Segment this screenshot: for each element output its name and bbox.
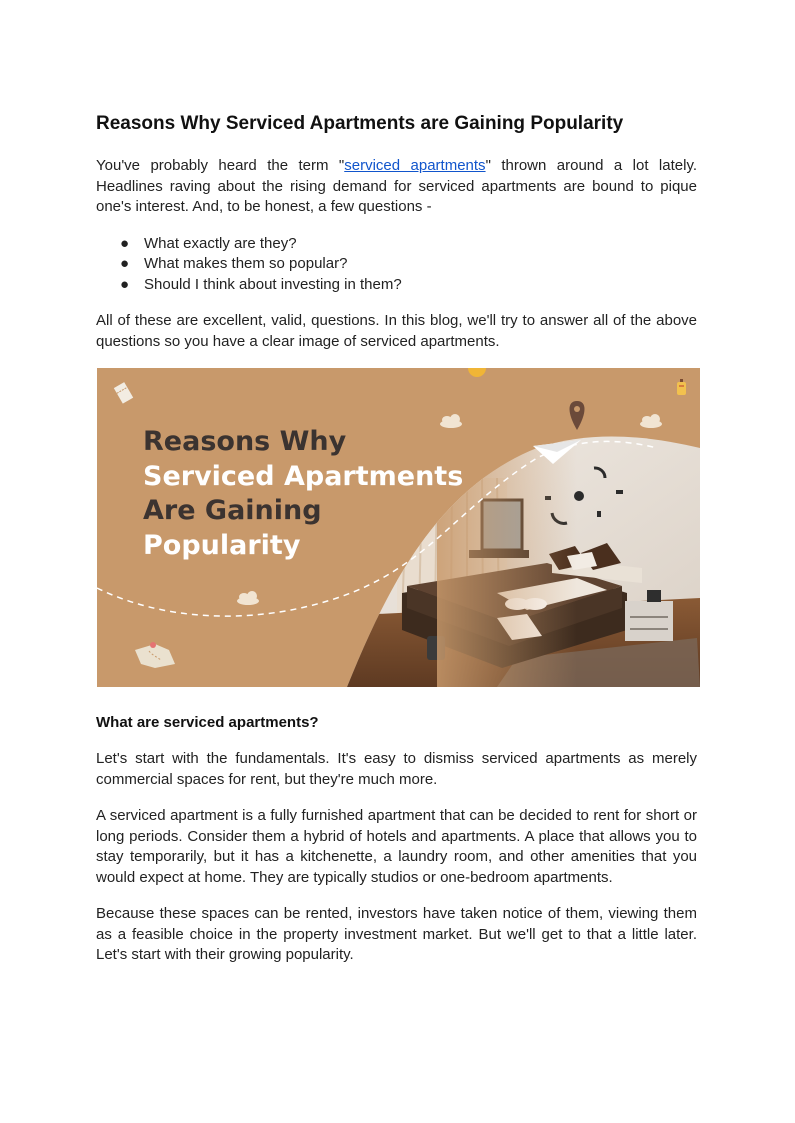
list-item-text: What makes them so popular? (144, 255, 348, 272)
hero-image (97, 368, 700, 687)
question-list (96, 234, 697, 296)
serviced-apartments-link[interactable]: serviced apartments (344, 157, 486, 174)
hero-illustration (97, 368, 700, 687)
hero-line-2: Serviced Apartments (143, 461, 464, 492)
intro-text-after: " thrown around a lot lately. Headlines raving about the rising demand for serviced apartments are bound to pique one's interest. And, to be honest, a few questions - (96, 157, 698, 215)
section-heading: What are serviced apartments? (96, 714, 319, 731)
intro-text-before: You've probably heard the term " (96, 157, 345, 174)
hero-line-4: Popularity (143, 530, 301, 561)
body-paragraph: Because these spaces can be rented, investors have taken notice of them, viewing them as a feasible choice in the property investment market. But we'll get to that a little later. Let's start with their growing popularity. (96, 905, 697, 963)
list-item (96, 254, 697, 275)
list-item-text: Should I think about investing in them? (144, 275, 402, 293)
document-page (96, 110, 697, 982)
after-list-paragraph: All of these are excellent, valid, questions. In this blog, we'll try to answer all of the above questions so you have a clear image of serviced apartments. (96, 312, 697, 350)
intro-paragraph (96, 156, 697, 218)
bullet: ● (120, 234, 130, 252)
article-title: Reasons Why Serviced Apartments are Gaining Popularity (96, 113, 624, 134)
hero-line-1: Reasons Why (143, 426, 347, 457)
hero-line-3: Are Gaining (143, 495, 322, 526)
list-item (96, 275, 697, 296)
body-paragraph: Let's start with the fundamentals. It's easy to dismiss serviced apartments as merely commercial spaces for rent, but they're much more. (96, 750, 697, 788)
body-paragraph: A serviced apartment is a fully furnished apartment that can be decided to rent for short or long periods. Consider them a hybrid of hotels and apartments. A place that allows you to stay temporarily, but it has a kitchenette, a laundry room, and other amenities that you would expect at home. They are typically studios or one-bedroom apartments. (96, 807, 697, 886)
bullet: ● (120, 275, 130, 293)
bullet: ● (120, 255, 130, 272)
list-item-text: What exactly are they? (144, 234, 297, 252)
list-item (96, 234, 697, 255)
